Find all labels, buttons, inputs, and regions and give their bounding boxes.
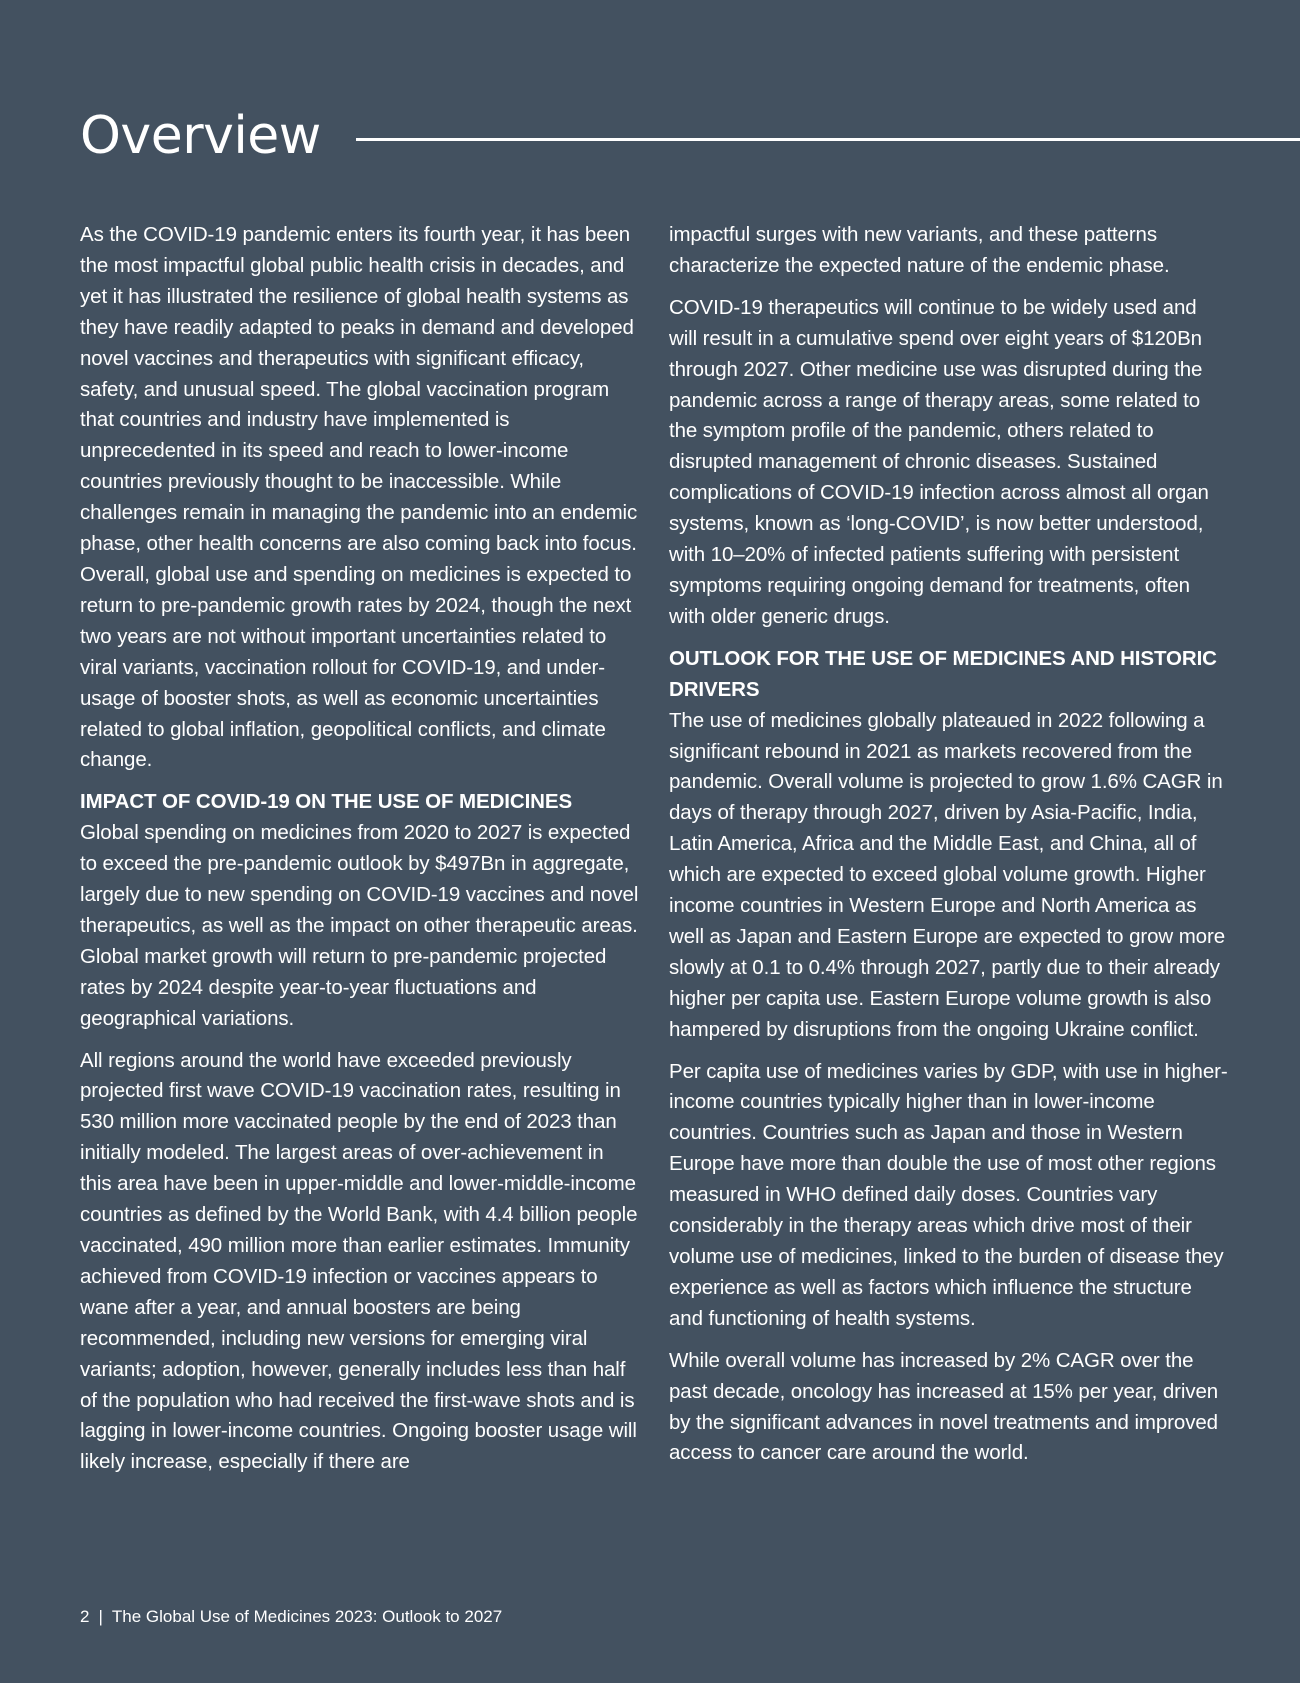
covid-impact-paragraph-1: Global spending on medicines from 2020 to 2027 is expected to exceed the pre-pandemic outlook by $497Bn in aggregate, largely due to new spending on COVID-19 vaccines and novel therapeutics, as well as the impact on other therapeutic areas. Global market growth will return to pre-pandemic projected rates by 2024 despite year-to-year fluctuations and geographical variations. <box>80 821 639 1030</box>
outlook-paragraph-3: While overall volume has increased by 2% CAGR over the past decade, oncology has increased at 15% per year, driven by the significant advances in novel treatments and improved access to cancer care around the world. <box>669 1348 1219 1465</box>
page-number: 2 <box>80 1607 90 1626</box>
therapeutics-paragraph: COVID-19 therapeutics will continue to be widely used and will result in a cumulative spend over eight years of $120Bn through 2027. Other medicine use was disrupted during the pandemic across a range of therapy areas, some related to the symptom profile of the pandemic, others related to disrupted management of chronic diseases. Sustained complications of COVID-19 infection across almost all organ systems, known as ‘long-COVID’, is now better understood, with 10–20% of infected patients suffering with persistent symptoms requiring ongoing demand for treatments, often with older generic drugs. <box>669 295 1209 628</box>
left-column <box>80 220 640 1489</box>
section-heading-outlook: OUTLOOK FOR THE USE OF MEDICINES AND HISTORIC DRIVERS <box>669 646 1217 701</box>
title-rule <box>356 138 1300 141</box>
outlook-paragraph-2: Per capita use of medicines varies by GDP, with use in higher-income countries typically higher than in lower-income countries. Countries such as Japan and those in Western Europe have more than double the use of most other regions measured in WHO defined daily doses. Countries vary considerably in the therapy areas which drive most of their volume use of medicines, linked to the burden of disease they experience as well as factors which influence the structure and functioning of health systems. <box>669 1059 1228 1330</box>
right-column <box>669 220 1229 1480</box>
footer-separator: | <box>98 1607 103 1626</box>
section-heading-covid-impact: IMPACT OF COVID-19 ON THE USE OF MEDICINES <box>80 790 573 814</box>
covid-impact-paragraph-2: All regions around the world have exceeded previously projected first wave COVID-19 vaccination rates, resulting in 530 million more vaccinated people by the end of 2023 than initially modeled. The largest areas of over-achievement in this area have been in upper-middle and lower-middle-income countries as defined by the World Bank, with 4.4 billion people vaccinated, 490 million more than earlier estimates. Immunity achieved from COVID-19 infection or vaccines appears to wane after a year, and annual boosters are being recommended, including new versions for emerging viral variants; adoption, however, generally includes less than half of the population who had received the first-wave shots and is lagging in lower-income countries. Ongoing booster usage will likely increase, especially if there are <box>80 1048 638 1474</box>
continuation-paragraph: impactful surges with new variants, and these patterns characterize the expected nature of the endemic phase. <box>669 223 1170 277</box>
intro-paragraph: As the COVID-19 pandemic enters its fourth year, it has been the most impactful global public health crisis in decades, and yet it has illustrated the resilience of global health systems as they have readily adapted to peaks in demand and developed novel vaccines and therapeutics with significant efficacy, safety, and unusual speed. The global vaccination program that countries and industry have implemented is unprecedented in its speed and reach to lower-income countries previously thought to be inaccessible. While challenges remain in managing the pandemic into an endemic phase, other health concerns are also coming back into focus. Overall, global use and spending on medicines is expected to return to pre-pandemic growth rates by 2024, though the next two years are not without important uncertainties related to viral variants, vaccination rollout for COVID-19, and under-usage of booster shots, as well as economic uncertainties related to global inflation, geopolitical conflicts, and climate change. <box>80 223 638 772</box>
publication-title: The Global Use of Medicines 2023: Outlook to 2027 <box>111 1607 503 1626</box>
outlook-paragraph-1: The use of medicines globally plateaued in 2022 following a significant rebound in 2021 as markets recovered from the pandemic. Overall volume is projected to grow 1.6% CAGR in days of therapy through 2027, driven by Asia-Pacific, India, Latin America, Africa and the Middle East, and China, all of which are expected to exceed global volume growth. Higher income countries in Western Europe and North America as well as Japan and Eastern Europe are expected to grow more slowly at 0.1 to 0.4% through 2027, partly due to their already higher per capita use. Eastern Europe volume growth is also hampered by disruptions from the ongoing Ukraine conflict. <box>669 708 1225 1041</box>
page-footer <box>80 1606 502 1628</box>
page-title: Overview <box>80 106 321 166</box>
